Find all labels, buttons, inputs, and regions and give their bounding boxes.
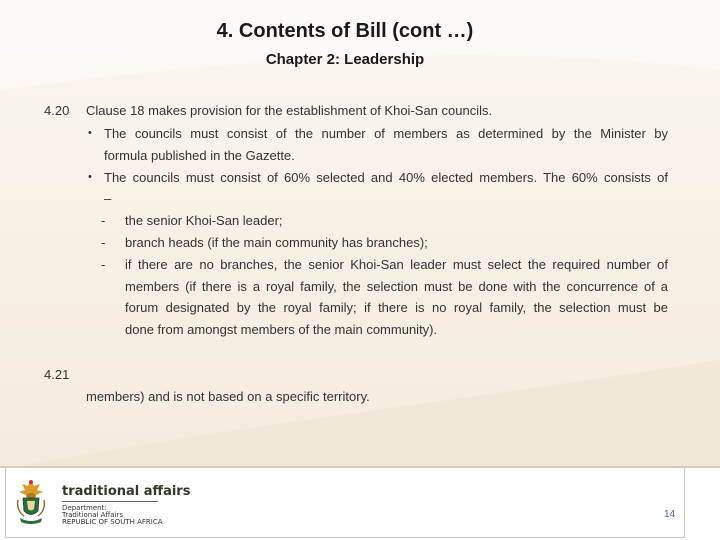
- dash-3-line-1: if there are no branches, the senior Khoi-San leader must select the required number of: [125, 257, 668, 272]
- page-number: 14: [664, 509, 676, 520]
- bullet-1-line-1: The councils must consist of the number of members as determined by the Minister by: [104, 126, 668, 141]
- bullet-1-line-2: formula published in the Gazette.: [104, 148, 295, 163]
- bullet-2-line-2: –: [104, 191, 112, 206]
- coat-of-arms-icon: [12, 476, 50, 526]
- bullet-2-marker: •: [88, 171, 92, 183]
- dept-line-1: Department:: [62, 504, 107, 512]
- clause-4-21-text: members) and is not based on a specific territory.: [86, 389, 370, 404]
- clause-4-20-intro: Clause 18 makes provision for the establishment of Khoi-San councils.: [86, 103, 493, 118]
- dash-3-marker: -: [101, 257, 106, 272]
- dash-3-line-2: members (if there is a royal family, the selection must be done with the concurrence of a: [125, 279, 668, 294]
- dash-2-marker: -: [101, 235, 106, 250]
- dash-3-line-4: done from amongst members of the main community).: [125, 322, 438, 337]
- clause-number-4-20: 4.20: [44, 103, 70, 118]
- bullet-2-line-1: The councils must consist of 60% selected and 40% elected members. The 60% consists of: [104, 170, 668, 185]
- logo-wordmark: traditional affairs: [62, 484, 191, 499]
- dash-1-marker: -: [101, 213, 106, 228]
- dash-1-text: the senior Khoi-San leader;: [125, 213, 283, 228]
- slide-subtitle: Chapter 2: Leadership: [265, 51, 425, 68]
- bullet-1-marker: •: [88, 127, 92, 139]
- dash-3-line-3: forum designated by the royal family; if there is no royal family, the selection must be: [125, 300, 668, 315]
- dept-line-3: REPUBLIC OF SOUTH AFRICA: [62, 518, 163, 526]
- dash-2-text: branch heads (if the main community has branches);: [125, 235, 428, 250]
- footer-frame: [5, 468, 685, 538]
- slide-title: 4. Contents of Bill (cont …): [216, 20, 474, 42]
- dept-line-2: Traditional Affairs: [62, 511, 124, 519]
- logo-underline: [62, 501, 158, 502]
- clause-number-4-21: 4.21: [44, 367, 70, 382]
